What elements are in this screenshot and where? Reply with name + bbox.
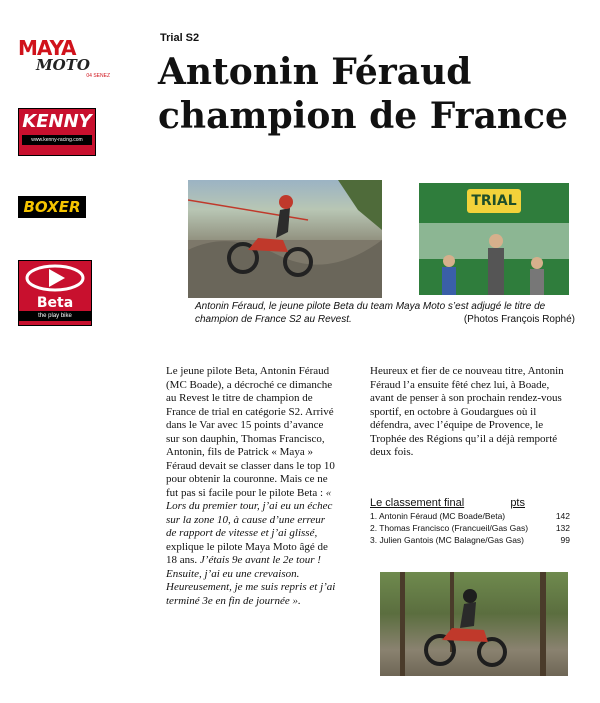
trial-banner: TRIAL [467, 189, 521, 213]
maya-moto-logo: MAYA MOTO 04 SENEZ [18, 36, 110, 79]
standings-header: Le classement final pts [370, 497, 525, 509]
photo-caption: Antonin Féraud, le jeune pilote Beta du team Maya Moto s’est adjugé le titre de champion de France S2 au Revest. (Photos François Rophé) [195, 301, 575, 325]
article-column-2: Heureux et fier de ce nouveau titre, Antonin Féraud l’a ensuite fêté chez lui, à Boade, avant de penser à son prochain rendez-vous sportif, en octobre à Goudargues où il défendra, avec l’équipe de Provence, le Trophée des Régions qu’il a déjà remporté deux fois. [370, 365, 564, 458]
standings-row: 3. Julien Gantois (MC Balagne/Gas Gas) 99 [370, 535, 570, 545]
forest-rider-icon [380, 572, 568, 676]
photo-podium [419, 183, 569, 295]
standings-row: 2. Thomas Francisco (Francueil/Gas Gas) 132 [370, 523, 570, 533]
article-column-1 [166, 365, 336, 608]
article-category: Trial S2 [160, 32, 200, 44]
quote-1: « Lors du premier tour, j’ai eu un échec sur la zone 10, à cause d’une erreur de rapport de vitesse et j’ai glissé, [166, 486, 333, 539]
quote-2: J’étais 9e avant le 2e tour ! Ensuite, j’ai eu une crevaison. Heureusement, je me suis repris et j’ai terminé 3e en fin de journée ». [166, 554, 336, 607]
body-text-1: Le jeune pilote Beta, Antonin Féraud (MC Boade), a décroché ce dimanche au Revest le titre de champion de France de trial en catégorie S2. Arrivé dans le Var avec 15 points d’avance sur son dauphin, Thomas Francisco, Antonin, fils de Patrick « Maya » Féraud devait se classer dans le top 10 pour obtenir la couronne. Mais ce ne fut pas si facile pour le pilote Beta : [166, 365, 335, 499]
body-text-2: explique le pilote Maya Moto âgé de 18 ans. [166, 540, 328, 566]
photo-forest-rider [380, 572, 568, 676]
standings-table [370, 497, 570, 545]
article-title: Antonin Féraud champion de France [158, 51, 568, 137]
kenny-logo: KENNY www.kenny-racing.com [18, 108, 96, 156]
podium-riders-icon [419, 183, 569, 295]
beta-emblem-icon [19, 261, 91, 295]
beta-logo: Beta the play bike [18, 260, 92, 326]
photo-rider-rocks [188, 180, 382, 298]
boxer-logo: BOXER [18, 196, 86, 218]
rider-silhouette-icon [188, 180, 382, 298]
standings-row: 1. Antonin Féraud (MC Boade/Beta) 142 [370, 511, 570, 521]
photo-credit: (Photos François Rophé) [463, 314, 575, 325]
